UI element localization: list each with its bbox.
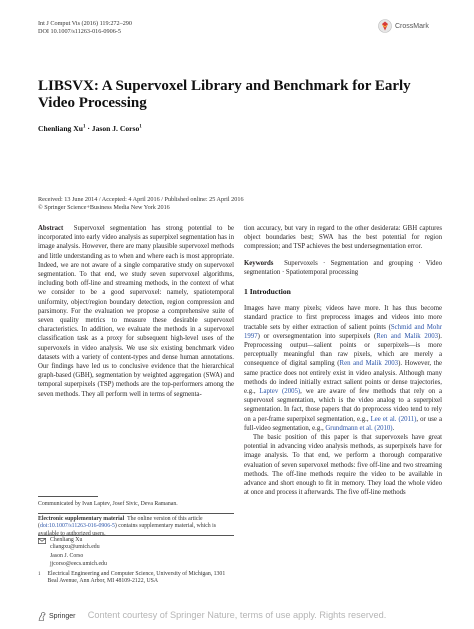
affiliation-text: Electrical Engineering and Computer Science, University of Michigan, 1301 Beal Avenue, Ann Arbor, MI 48109-2122, USA	[47, 570, 226, 585]
esm-text: The online version of this article (	[38, 516, 203, 530]
abstract	[38, 224, 234, 399]
affiliation-marker: 1	[139, 124, 142, 130]
crossmark-badge[interactable]	[378, 19, 442, 33]
intro-paragraph: Images have many pixels; videos have more. It has thus become standard practice to first preprocess images and videos into more tractable sets by either extraction of salient points (Schmid and Mohr 1997) or oversegmentation into superpixels (Ren and Malik 2003). Preprocessing output—salient points or superpixels—is more perceptually meaningful than raw pixels, which are merely a consequence of digital sampling (Ren and Malik 2003). However, the same practice does not entirely exist in video analysis. Although many methods do indeed initially extract salient points or dense trajectories, e.g., Laptev (2005), we are aware of few methods that rely on a supervoxel segmentation, which is the video analog to a superpixel segmentation. In fact, those papers that do preprocess video tend to rely on a per-frame superpixel segmentation, e.g., Lee et al. (2011), or use a full-video segmentation, e.g., Grundmann et al. (2010).	[244, 305, 443, 432]
abstract-label: Abstract	[38, 225, 64, 232]
crossmark-icon	[378, 19, 392, 33]
section-heading: 1 Introduction	[244, 287, 291, 297]
affiliation-marker: 1	[82, 124, 86, 130]
esm-text: ) contains supplementary material, which is available to authorized users.	[38, 523, 217, 537]
contact-block	[38, 537, 234, 585]
contact-email[interactable]: jjcorso@eecs.umich.edu	[50, 560, 107, 567]
abstract-column	[38, 224, 234, 399]
keywords-label: Keywords	[244, 259, 274, 267]
citation-link[interactable]: Lee et al. (2011)	[370, 415, 417, 423]
communicated-note: Communicated by Ivan Laptev, Josef Sivic, Deva Ramanan.	[38, 501, 178, 507]
courtesy-notice: Content courtesy of Springer Nature, terms of use apply. Rights reserved.	[87, 610, 387, 620]
abstract-continued: tion accuracy, but vary in regard to the other desiderata: GBH captures object boundaries best; SWA has the best potential for region compression; and TSP achieves the best undersegmentation error.	[244, 225, 442, 251]
citation-link[interactable]: Ren and Malik 2003	[376, 332, 439, 340]
right-column	[244, 224, 442, 497]
author-line	[38, 124, 142, 133]
dates-line: Received: 13 June 2014 / Accepted: 4 April 2016 / Published online: 25 April 2016	[38, 196, 244, 203]
footnote-divider	[38, 496, 98, 497]
citation-link[interactable]: Grundmann et al. (2010)	[325, 424, 393, 432]
esm-label: Electronic supplementary material	[38, 516, 125, 522]
contact-name: Chenliang Xu	[50, 537, 83, 543]
footnote-divider	[38, 535, 234, 536]
footnote-divider	[38, 513, 234, 514]
author-name[interactable]: Jason J. Corso	[91, 124, 140, 133]
springer-label: Springer	[49, 613, 76, 620]
envelope-icon	[38, 538, 46, 544]
abstract-text: Supervoxel segmentation has strong potential to be incorporated into early video analysis as superpixel segmentation has in image analysis. However, there are many plausible supervoxel methods and little understanding as to when and where each is most appropriate. Indeed, we are not aware of a single comparative study on supervoxel segmentation. To that end, we study seven supervoxel algorithms, including both off-line and streaming methods, in the context of what we consider to be a good supervoxel: namely, spatiotemporal uniformity, object/region boundary detection, region compression and parsimony. For the evaluation we propose a comprehensive suite of seven quality metrics to measure these desirable supervoxel characteristics. In addition, we evaluate the methods in a supervoxel classification task as a proxy for subsequent high-level uses of the supervoxels in video analysis. We use six existing benchmark video datasets with a variety of content-types and dense human annotations. Our findings have led us to conclusive evidence that the hierarchical graph-based (GBH), segmentation by weighted aggregation (SWA) and temporal superpixels (TSP) methods are the top-performers among the seven methods. They all perform well in terms of segmenta-	[38, 225, 234, 398]
contact-email[interactable]: cliangxu@umich.edu	[50, 544, 100, 551]
esm-doi-link[interactable]: doi:10.1007/s11263-016-0906-5	[39, 523, 115, 530]
intro-paragraph: The basic position of this paper is that supervoxels have great potential in advancing video analysis methods, as superpixels have for image analysis. To that end, we perform a thorough comparative evaluation of seven supervoxel methods: five off-line and two streaming methods. The off-line methods require the video to be available in advance and short enough to fit in memory. They load the whole video at once and process it afterwards. The five off-line methods	[244, 434, 442, 497]
citation-link[interactable]: Schmid and Mohr 1997	[244, 323, 442, 340]
keywords-text: Supervoxels · Segmentation and grouping · Video segmentation · Spatiotemporal processing	[244, 259, 442, 276]
journal-citation: Int J Comput Vis (2016) 119:272–290	[38, 20, 132, 27]
publication-dates	[38, 196, 244, 212]
doi[interactable]: DOI 10.1007/s11263-016-0906-5	[38, 28, 121, 35]
keywords	[244, 259, 442, 277]
author-name[interactable]: Chenliang Xu	[38, 124, 83, 133]
author-separator: ·	[85, 124, 92, 133]
citation-link[interactable]: Laptev (2005)	[259, 388, 301, 396]
contact-name: Jason J. Corso	[50, 553, 84, 560]
copyright-line: © Springer Science+Business Media New York 2016	[38, 204, 170, 211]
citation-link[interactable]: Ren and Malik 2003	[339, 360, 399, 368]
crossmark-label: CrossMark	[395, 22, 429, 30]
affiliation-number: 1	[38, 571, 41, 577]
paper-title: LIBSVX: A Supervoxel Library and Benchmark for Early Video Processing	[38, 78, 411, 111]
